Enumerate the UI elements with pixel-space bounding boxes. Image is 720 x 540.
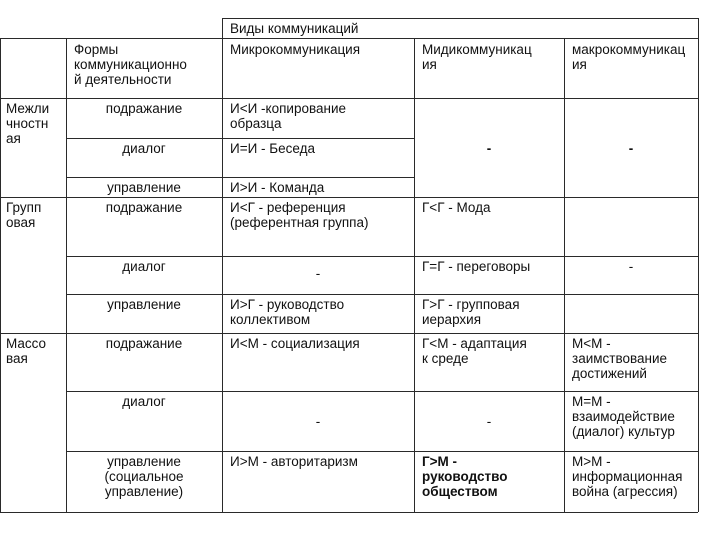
- group-label-mass: Массо вая: [6, 336, 47, 366]
- macro-cell: М=М - взаимодействие (диалог) культур: [572, 394, 675, 439]
- rule-g2-r2: [66, 294, 698, 295]
- micro-cell: И=И - Беседа: [230, 141, 316, 156]
- rule-g1-end: [0, 197, 698, 198]
- rule-g3-r1: [66, 391, 698, 392]
- form-imitation: подражание: [105, 200, 183, 215]
- form-management: управление: [107, 180, 181, 195]
- midi-cell: Г<Г - Мода: [422, 200, 491, 215]
- rule-g1-r1: [66, 138, 414, 139]
- form-dialog: диалог: [122, 394, 166, 409]
- rule-g3-r2: [66, 451, 698, 452]
- header-midi: Мидикоммуникац ия: [422, 42, 532, 72]
- macro-cell: М<М - заимствование достижений: [572, 336, 668, 381]
- form-management-social: управление (социальное управление): [104, 454, 184, 499]
- micro-dash: -: [315, 414, 321, 429]
- rule-top: [222, 18, 698, 19]
- rule-left: [0, 38, 1, 512]
- rule-right: [698, 18, 699, 512]
- group-label-group: Групп овая: [6, 200, 42, 230]
- rule-bottom: [0, 512, 698, 513]
- midi-dash: -: [486, 141, 492, 156]
- micro-cell: И<Г - референция (референтная группа): [230, 200, 369, 230]
- rule-col-micro: [222, 18, 223, 512]
- form-management: управление: [107, 297, 181, 312]
- micro-cell: И>И - Команда: [230, 180, 325, 195]
- macro-dash: -: [628, 141, 634, 156]
- micro-cell: И<И -копирование образца: [230, 101, 347, 131]
- rule-g1-r2: [66, 177, 414, 178]
- midi-cell: Г<М - адаптация к среде: [422, 336, 527, 366]
- macro-cell: М>М - информационная война (агрессия): [572, 454, 683, 499]
- rule-header-bottom: [0, 98, 698, 99]
- group-header: Виды коммуникаций: [230, 21, 359, 36]
- macro-dash: -: [628, 259, 634, 274]
- micro-cell: И<М - социализация: [230, 336, 360, 351]
- midi-dash: -: [486, 414, 492, 429]
- form-imitation: подражание: [105, 101, 183, 116]
- rule-g2-r1: [66, 256, 698, 257]
- group-label-interpersonal: Межли чностн ая: [6, 101, 50, 146]
- rule-g2-end: [0, 333, 698, 334]
- rule-col-midi: [414, 38, 415, 512]
- micro-dash: -: [315, 266, 321, 281]
- micro-cell: И>М - авторитаризм: [230, 454, 358, 469]
- rule-col-macro: [564, 38, 565, 512]
- header-macro: макрокоммуникац ия: [572, 42, 686, 72]
- form-imitation: подражание: [105, 336, 183, 351]
- form-dialog: диалог: [122, 141, 166, 156]
- header-micro: Микрокоммуникация: [230, 42, 361, 57]
- rule-header-group: [0, 38, 698, 39]
- midi-cell: Г>Г - групповая иерархия: [422, 297, 520, 327]
- micro-cell: И>Г - руководство коллективом: [230, 297, 345, 327]
- header-forms: Формы коммуникационно й деятельности: [74, 42, 187, 87]
- midi-cell: Г=Г - переговоры: [422, 259, 531, 274]
- midi-cell: Г>М - руководство обществом: [422, 454, 508, 499]
- form-dialog: диалог: [122, 259, 166, 274]
